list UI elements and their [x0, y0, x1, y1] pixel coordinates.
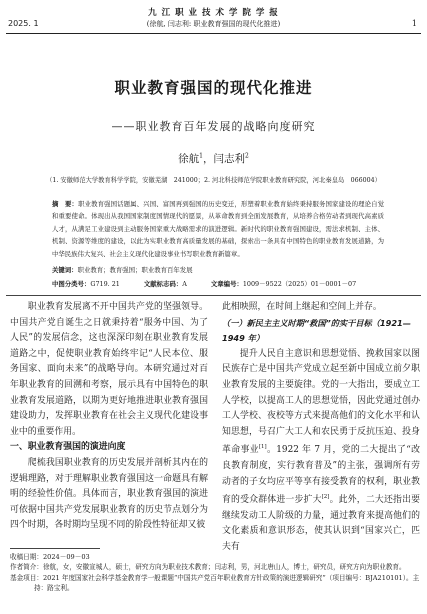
- body-paragraph: 爬梳我国职业教育的历史发展并剖析其内在的逻辑理路，对于理解职业教育强国这一命题具有解明的经验性价值。具体而言，职业教育强国的演进可依据中国共产党发展职业教育的历史节点划分为四个时期，各时期均呈现不同的阶段性特征却又彼: [10, 457, 208, 531]
- body-paragraph: [222, 347, 420, 556]
- keywords-text: 职业教育；教育强国；职业教育百年发展: [77, 266, 193, 274]
- footnote-rule: [10, 548, 100, 549]
- clc-value: G719. 21: [90, 280, 120, 288]
- affiliation-marker: 2: [245, 152, 249, 160]
- body-paragraph: 职业教育发展离不开中国共产党的坚强领导。中国共产党自诞生之日就秉持着“服务中国、为了人民”的发展信念，这也深深印刻在职业教育发展道路之中，促使职业教育始终牢记“人民本位、服务国家、面向未来”的战略导向。本研究通过对百年职业教育的回溯和考察，展示具有中国特色的职业教育发展道路，以期为更好地推进职业教育强国建设助力，发挥职业教育在社会主义现代化建设事业中的重要作用。: [10, 302, 208, 437]
- abstract-label: 摘 要：: [52, 200, 79, 208]
- author-name: 闫志利: [213, 153, 245, 165]
- footnotes: [10, 552, 420, 594]
- issue-date: 2025. 1: [8, 19, 39, 28]
- body-text: 。此外，二大还指出要继续发动工人阶级的力量，通过教育来提高他们的文化素质和意识形态，使其认识到“国家兴亡，匹夫有: [222, 495, 421, 552]
- clc-number: [52, 280, 120, 288]
- clc-label: 中图分类号：: [52, 280, 91, 288]
- author-separator: ，: [203, 153, 214, 165]
- author-name: 徐航: [178, 153, 200, 165]
- journal-title: 九 江 职 业 技 术 学 院 学 报: [148, 8, 279, 18]
- article-subtitle: ——职业教育百年发展的战略向度研究: [111, 120, 316, 133]
- keywords: [52, 265, 392, 274]
- author-line: [0, 151, 427, 166]
- abstract-text: 职业教育强国话题属、兴国、富国再到强国的历史变迁，形塑着职业教育始终秉持服务国家建设的理论自觉和重要使命。体现出从我国国家制度国情现代的愿景，从革命教育到全面发展教育，从培养合格劳动者到现代高素质人才，从满足工业建设到主动服务国家重大战略需求的演进逻辑。新时代的职业教育强国建设，需法求机制、主体、机制、资源等维度的建设，以此为实职业教育高质量发展的基础，探索出一条具有中国特色的职业教育发展道路，为中华民族伟大复兴、社会主义现代化建设事业书写职业教育新篇章。: [52, 200, 385, 258]
- document-code: [144, 280, 187, 288]
- body-text: 提升人民自主意识和思想觉悟、挽救国家以图民族存亡是中国共产党成立起至新中国成立前夕职业教育发展的主要旋律。党的一大指出，要成立工人学校，以提高工人的思想觉悟，因此党通过创办工人学校、夜校等方式来提高他们的文化水平和认知思想，号召广大工人和农民勇于反抗压迫、投身革命事业: [222, 348, 420, 456]
- abstract: [52, 198, 384, 260]
- keywords-label: 关键词：: [52, 266, 78, 274]
- article-number-value: 1009－9522（2025）01－0001－07: [242, 280, 357, 288]
- citation-ref: [2]: [321, 494, 330, 501]
- section-heading: 一、职业教育强国的演进向度: [10, 442, 126, 453]
- body-text: 。1922 年 7 月，党的二大提出了“改良教育制度，实行教育普及”的主张，强调所有劳动者的子女均应平等享有接受教育的权利，职业教育的受众群体进一步扩大: [222, 445, 421, 506]
- article-title: 职业教育强国的现代化推进: [114, 79, 313, 97]
- document-code-value: A: [182, 280, 187, 288]
- abstract-divider: [6, 295, 421, 296]
- running-head: (徐航, 闫志利: 职业教育强国的现代化推进): [146, 20, 281, 28]
- received-date: 收稿日期：2024－09－03: [10, 553, 90, 561]
- page-number: 1: [411, 19, 417, 28]
- funding-note: 基金项目：2021 年度国家社会科学基金教育学一般课题“中国共产党百年职业教育方针政策的演进逻辑研究”（项目编号：BJA210101）。主持：路宝利。: [10, 573, 420, 593]
- header-rule: [6, 33, 421, 34]
- article-number: [211, 280, 356, 288]
- citation-ref: [1]: [258, 444, 267, 451]
- classification-line: [52, 279, 412, 288]
- body-column-left: [10, 300, 208, 534]
- article-number-label: 文章编号：: [210, 280, 243, 288]
- author-bio: 作者简介：徐航，女，安徽宣城人，硕士，研究方向为职业技术教育；闫志利，男，河北唐山人，博士，研究员，研究方向为职业教育。: [10, 563, 406, 572]
- affiliation-marker: 1: [199, 152, 203, 160]
- body-column-right: [222, 300, 420, 555]
- subsection-heading: （一）新民主主义时期“救国”的实干目标（1921—1949 年）: [222, 317, 411, 344]
- author-affiliation: （1. 安徽师范大学教育科学学院，安徽芜湖 241000；2. 河北科技师范学院职业教育研究院，河北秦皇岛 066004）: [46, 177, 381, 184]
- document-code-label: 文献标志码：: [143, 280, 183, 288]
- body-paragraph: 此相映照，在时间上继起和空间上并存。: [222, 302, 382, 312]
